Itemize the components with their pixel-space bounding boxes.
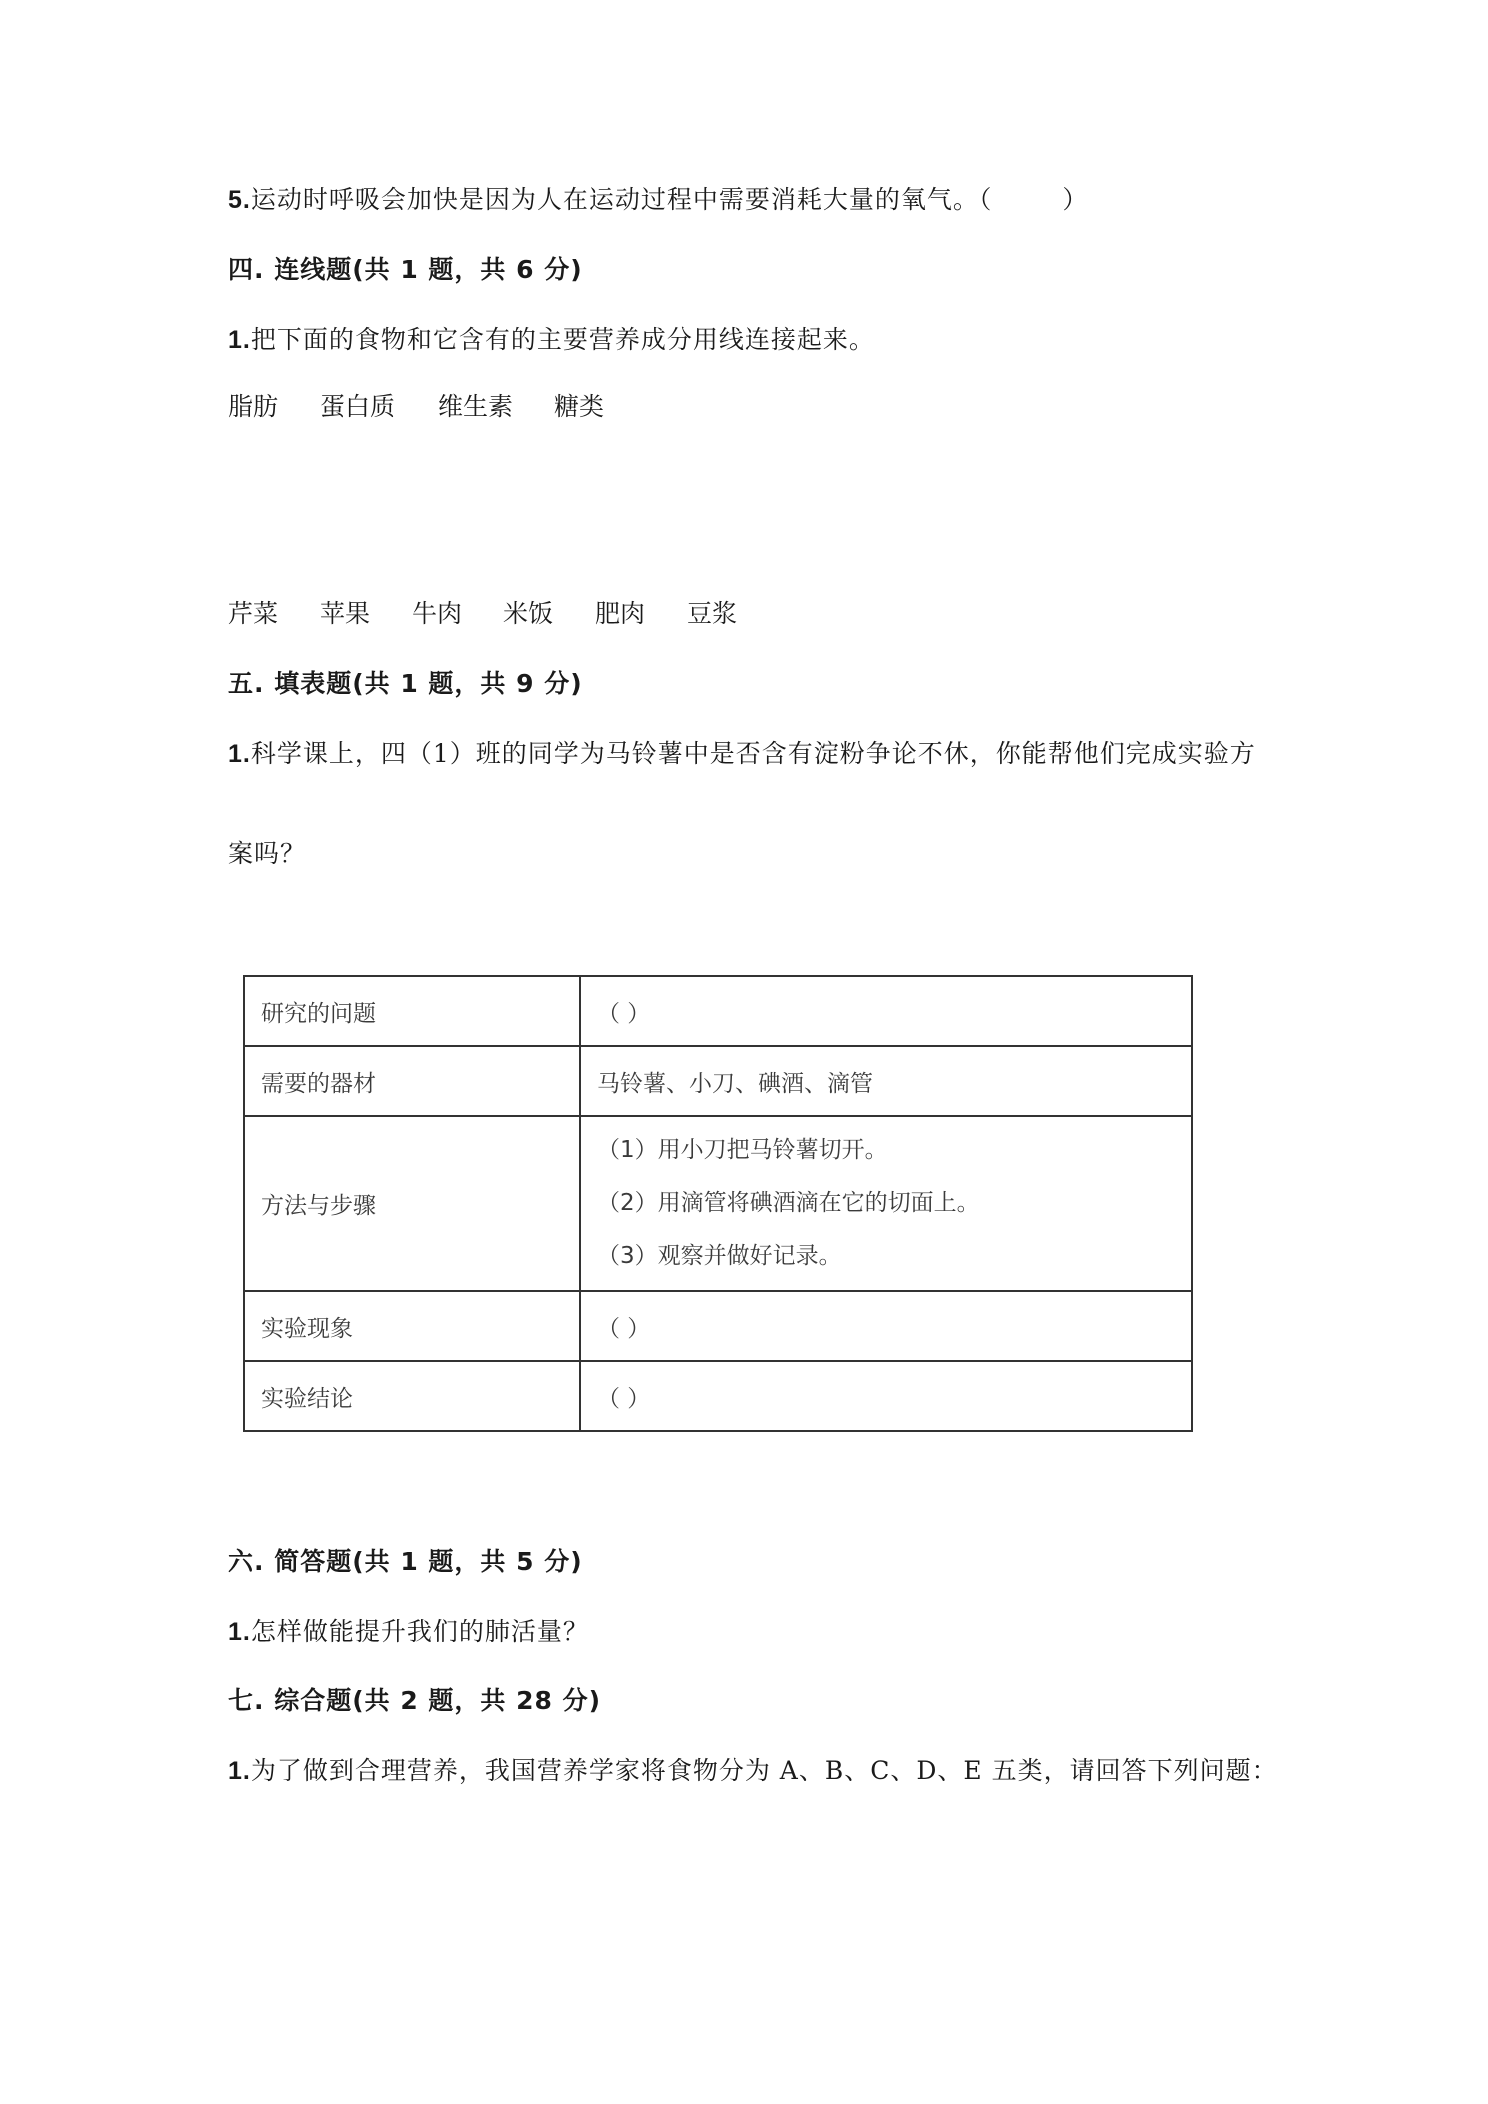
question-text: 科学课上，四（1）班的同学为马铃薯中是否含有淀粉争论不休，你能帮他们完成实验方 xyxy=(250,739,1256,768)
question xyxy=(228,734,1256,770)
question-text: 怎样做能提升我们的肺活量？ xyxy=(250,1617,589,1646)
section-heading: 七. 综合题(共 2 题，共 28 分) xyxy=(228,1686,602,1715)
row-label: 实验结论 xyxy=(244,1361,580,1431)
question-5: 5.运动时呼吸会加快是因为人在运动过程中需要消耗大量的氧气。（ ） xyxy=(228,185,1089,214)
row-label: 实验现象 xyxy=(244,1291,580,1361)
question-text-continued: 案吗？ xyxy=(228,839,307,868)
question xyxy=(228,1612,589,1648)
section-heading: 五. 填表题(共 1 题，共 9 分) xyxy=(228,669,583,698)
nutrient-item[interactable]: 脂肪 xyxy=(228,392,279,421)
question-number: 1. xyxy=(228,1618,251,1646)
row-label: 需要的器材 xyxy=(244,1046,580,1116)
answer-cell[interactable]: （ ） xyxy=(580,1291,1192,1361)
row-label: 研究的问题 xyxy=(244,976,580,1046)
step-item: （2）用滴管将碘酒滴在它的切面上。 xyxy=(597,1190,980,1216)
step-item: （1）用小刀把马铃薯切开。 xyxy=(597,1137,888,1163)
question xyxy=(228,320,875,356)
section-heading: 四. 连线题(共 1 题，共 6 分) xyxy=(228,255,583,284)
food-item[interactable]: 芹菜 xyxy=(228,599,279,628)
food-item[interactable]: 牛肉 xyxy=(412,599,463,628)
table-row xyxy=(244,1046,1192,1116)
food-item[interactable]: 苹果 xyxy=(320,599,371,628)
answer-cell[interactable]: （ ） xyxy=(580,1361,1192,1431)
question-number: 1. xyxy=(228,1757,251,1785)
nutrient-item[interactable]: 维生素 xyxy=(438,392,514,421)
answer-cell[interactable]: （ ） xyxy=(580,976,1192,1046)
experiment-table xyxy=(243,975,1193,1432)
question-number: 5. xyxy=(228,186,251,214)
table-row xyxy=(244,1116,1192,1291)
materials-cell: 马铃薯、小刀、碘酒、滴管 xyxy=(580,1046,1192,1116)
question-text: 把下面的食物和它含有的主要营养成分用线连接起来。 xyxy=(250,325,875,354)
nutrient-item[interactable]: 糖类 xyxy=(554,392,605,421)
table-row xyxy=(244,976,1192,1046)
question-number: 1. xyxy=(228,740,251,768)
section-heading: 六. 简答题(共 1 题，共 5 分) xyxy=(228,1547,583,1576)
table-row xyxy=(244,1291,1192,1361)
question-text: 为了做到合理营养，我国营养学家将食物分为 A、B、C、D、E 五类，请回答下列问题： xyxy=(250,1756,1278,1785)
steps-cell xyxy=(580,1116,1192,1291)
food-item[interactable]: 豆浆 xyxy=(687,599,738,628)
question-text: 运动时呼吸会加快是因为人在运动过程中需要消耗大量的氧气。（ xyxy=(250,185,993,214)
step-item: （3）观察并做好记录。 xyxy=(597,1243,842,1269)
question xyxy=(228,1751,1278,1787)
nutrient-item[interactable]: 蛋白质 xyxy=(320,392,396,421)
food-item[interactable]: 肥肉 xyxy=(595,599,646,628)
food-item[interactable]: 米饭 xyxy=(503,599,554,628)
table-row xyxy=(244,1361,1192,1431)
question-number: 1. xyxy=(228,326,251,354)
row-label: 方法与步骤 xyxy=(244,1116,580,1291)
